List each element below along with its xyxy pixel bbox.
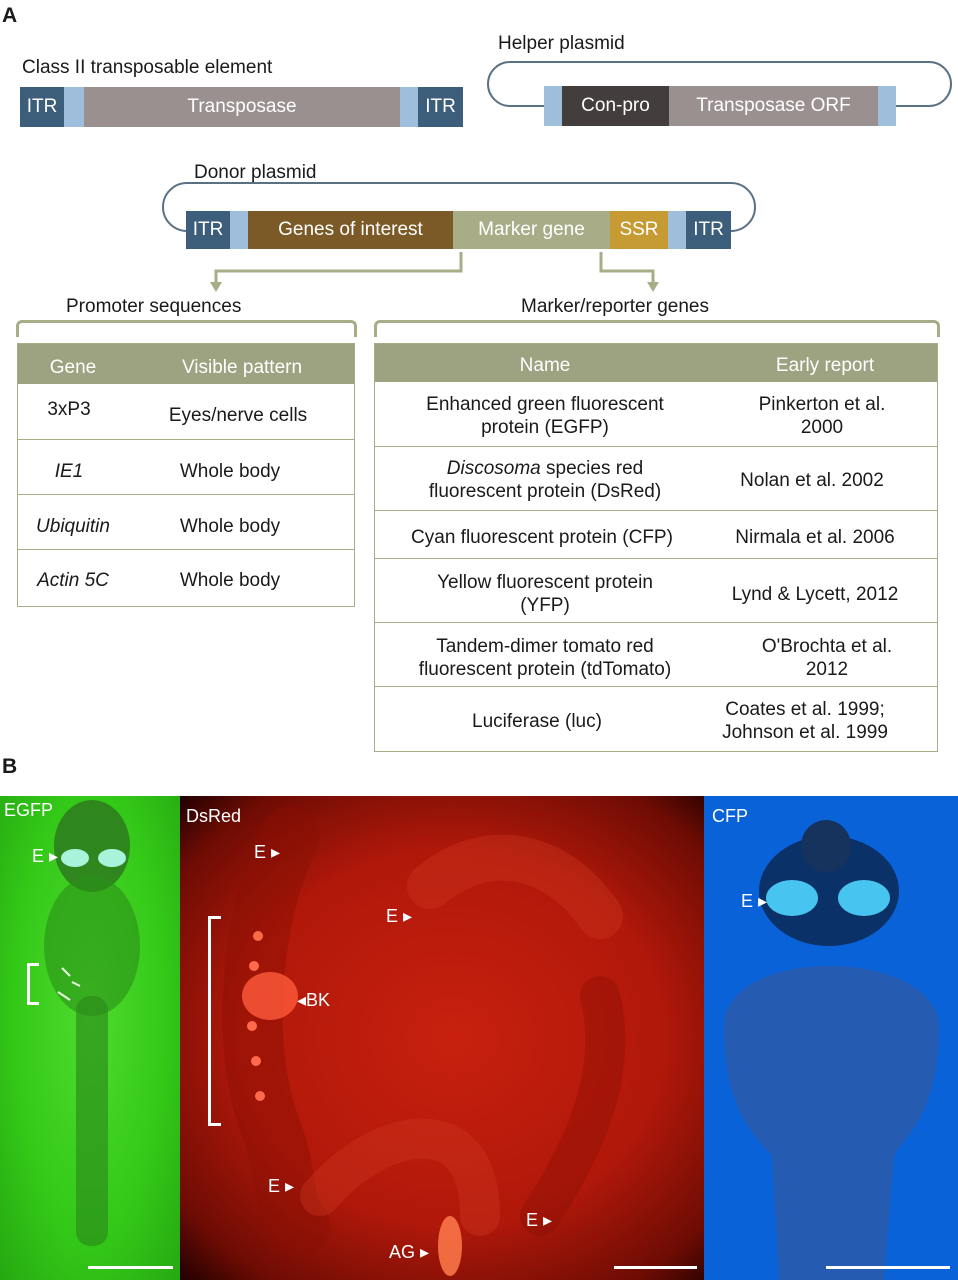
report-cell bbox=[727, 393, 917, 439]
eye-label-text: E bbox=[741, 891, 754, 911]
table-row bbox=[18, 549, 354, 607]
report-cell: Lynd & Lycett, 2012 bbox=[731, 584, 899, 605]
egfp-image bbox=[0, 796, 180, 1280]
pattern-cell: Eyes/nerve cells bbox=[168, 405, 308, 426]
marker-arrow bbox=[601, 252, 653, 284]
table-row bbox=[375, 382, 937, 446]
con-pro-segment: Con-pro bbox=[562, 86, 669, 126]
dsred-title: DsRed bbox=[186, 806, 242, 826]
name-cell: Luciferase (luc) bbox=[472, 711, 602, 732]
panel-b-letter: B bbox=[2, 755, 18, 778]
species-italic: Discosoma bbox=[446, 458, 541, 479]
eye-label: E ▸ bbox=[254, 842, 281, 862]
panel-a-letter: A bbox=[2, 4, 18, 27]
ag-label: AG ▸ bbox=[389, 1242, 430, 1262]
name-line: protein (EGFP) bbox=[481, 417, 609, 438]
eye-label: E ▸ bbox=[526, 1210, 553, 1230]
bk-label: ◂BK bbox=[297, 990, 331, 1010]
gene-cell: IE1 bbox=[54, 461, 84, 482]
table-row bbox=[18, 439, 354, 495]
itr-left-segment: ITR bbox=[20, 87, 64, 127]
promoter-arrow-head bbox=[210, 282, 222, 292]
table-row bbox=[375, 446, 937, 511]
name-line: Yellow fluorescent protein bbox=[437, 572, 653, 593]
spacer-segment bbox=[400, 87, 418, 127]
marker-table bbox=[374, 343, 938, 752]
report-line: O'Brochta et al. bbox=[761, 636, 893, 657]
bk-label-text: BK bbox=[306, 990, 331, 1010]
scale-bar bbox=[88, 1266, 173, 1269]
transposase-orf-segment: Transposase ORF bbox=[669, 86, 878, 126]
table-row bbox=[375, 686, 937, 752]
dsred-larva-drawing bbox=[180, 796, 704, 1280]
promoter-bracket bbox=[16, 320, 357, 337]
cfp-larva-drawing bbox=[704, 796, 958, 1280]
report-cell: Nolan et al. 2002 bbox=[740, 470, 884, 491]
promoter-table bbox=[17, 343, 355, 607]
report-cell: Nirmala et al. 2006 bbox=[735, 527, 895, 548]
report-line: 2012 bbox=[805, 659, 849, 680]
name-line: fluorescent protein (DsRed) bbox=[428, 481, 662, 502]
name-line: fluorescent protein (tdTomato) bbox=[418, 659, 672, 680]
donor-plasmid-caption: Donor plasmid bbox=[194, 162, 317, 183]
table-row bbox=[375, 510, 937, 559]
transposase-segment: Transposase bbox=[84, 87, 400, 127]
column-header-name: Name bbox=[519, 355, 571, 376]
name-line bbox=[395, 457, 695, 480]
itr-right-segment: ITR bbox=[418, 87, 463, 127]
eye-label-text: E bbox=[268, 1176, 281, 1196]
itr-left-segment: ITR bbox=[186, 211, 230, 249]
name-line: (YFP) bbox=[520, 595, 570, 616]
column-header-report: Early report bbox=[775, 355, 875, 376]
genes-of-interest-segment: Genes of interest bbox=[248, 211, 453, 249]
marker-table-header bbox=[375, 344, 937, 382]
eye-label: E ▸ bbox=[32, 846, 59, 866]
eye-label: E ▸ bbox=[741, 891, 768, 911]
name-line: Enhanced green fluorescent bbox=[426, 394, 664, 415]
itr-right-segment: ITR bbox=[686, 211, 731, 249]
eye-label-text: E bbox=[386, 906, 399, 926]
egfp-larva-drawing bbox=[0, 796, 180, 1280]
cfp-image bbox=[704, 796, 958, 1280]
eye-label: E ▸ bbox=[386, 906, 413, 926]
name-cell bbox=[395, 393, 695, 439]
report-cell bbox=[732, 635, 922, 681]
gene-cell: Ubiquitin bbox=[36, 516, 110, 537]
table-row bbox=[375, 558, 937, 623]
report-line: Pinkerton et al. bbox=[758, 394, 886, 415]
eye-label-text: E bbox=[254, 842, 267, 862]
gene-cell: 3xP3 bbox=[47, 399, 91, 420]
name-line: Tandem-dimer tomato red bbox=[436, 636, 654, 657]
name-cell bbox=[395, 457, 695, 503]
pattern-cell: Whole body bbox=[179, 570, 281, 591]
eye-label-text: E bbox=[526, 1210, 539, 1230]
table-row bbox=[18, 384, 354, 439]
ag-label-text: AG bbox=[389, 1242, 416, 1262]
marker-bracket bbox=[374, 320, 940, 337]
transposable-element-caption: Class II transposable element bbox=[22, 57, 273, 78]
name-cell: Cyan fluorescent protein (CFP) bbox=[411, 527, 673, 548]
marker-arrow-head bbox=[647, 282, 659, 292]
transposable-element-construct bbox=[20, 87, 463, 127]
spacer-segment bbox=[64, 87, 84, 127]
helper-plasmid-construct bbox=[544, 86, 896, 126]
report-line: 2000 bbox=[800, 417, 844, 438]
promoter-table-header bbox=[18, 344, 354, 384]
promoter-arrow bbox=[216, 252, 461, 284]
gene-cell: Actin 5C bbox=[37, 570, 109, 591]
spacer-segment bbox=[544, 86, 562, 126]
report-cell bbox=[705, 698, 905, 744]
eye-label-text: E bbox=[32, 846, 45, 866]
helper-plasmid-caption: Helper plasmid bbox=[498, 33, 625, 54]
spacer-segment bbox=[878, 86, 896, 126]
promoter-heading: Promoter sequences bbox=[66, 296, 242, 317]
dsred-bracket bbox=[208, 916, 221, 1126]
name-rest: species red bbox=[540, 458, 644, 479]
table-row bbox=[375, 622, 937, 687]
name-cell bbox=[395, 635, 695, 681]
egfp-title: EGFP bbox=[4, 800, 54, 820]
marker-gene-segment: Marker gene bbox=[453, 211, 610, 249]
eye-label: E ▸ bbox=[268, 1176, 295, 1196]
ssr-segment: SSR bbox=[610, 211, 668, 249]
dsred-image bbox=[180, 796, 704, 1280]
column-header-gene: Gene bbox=[49, 357, 97, 378]
table-row bbox=[18, 494, 354, 550]
report-line: Coates et al. 1999; bbox=[725, 699, 885, 720]
pattern-cell: Whole body bbox=[179, 461, 281, 482]
scale-bar bbox=[614, 1266, 697, 1269]
connector-arrows bbox=[0, 240, 958, 300]
scale-bar bbox=[826, 1266, 950, 1269]
name-cell bbox=[395, 571, 695, 617]
column-header-pattern: Visible pattern bbox=[181, 357, 303, 378]
pattern-cell: Whole body bbox=[179, 516, 281, 537]
egfp-bracket bbox=[27, 963, 39, 1005]
report-line: Johnson et al. 1999 bbox=[722, 722, 888, 743]
cfp-title: CFP bbox=[712, 806, 748, 826]
marker-heading: Marker/reporter genes bbox=[521, 296, 709, 317]
